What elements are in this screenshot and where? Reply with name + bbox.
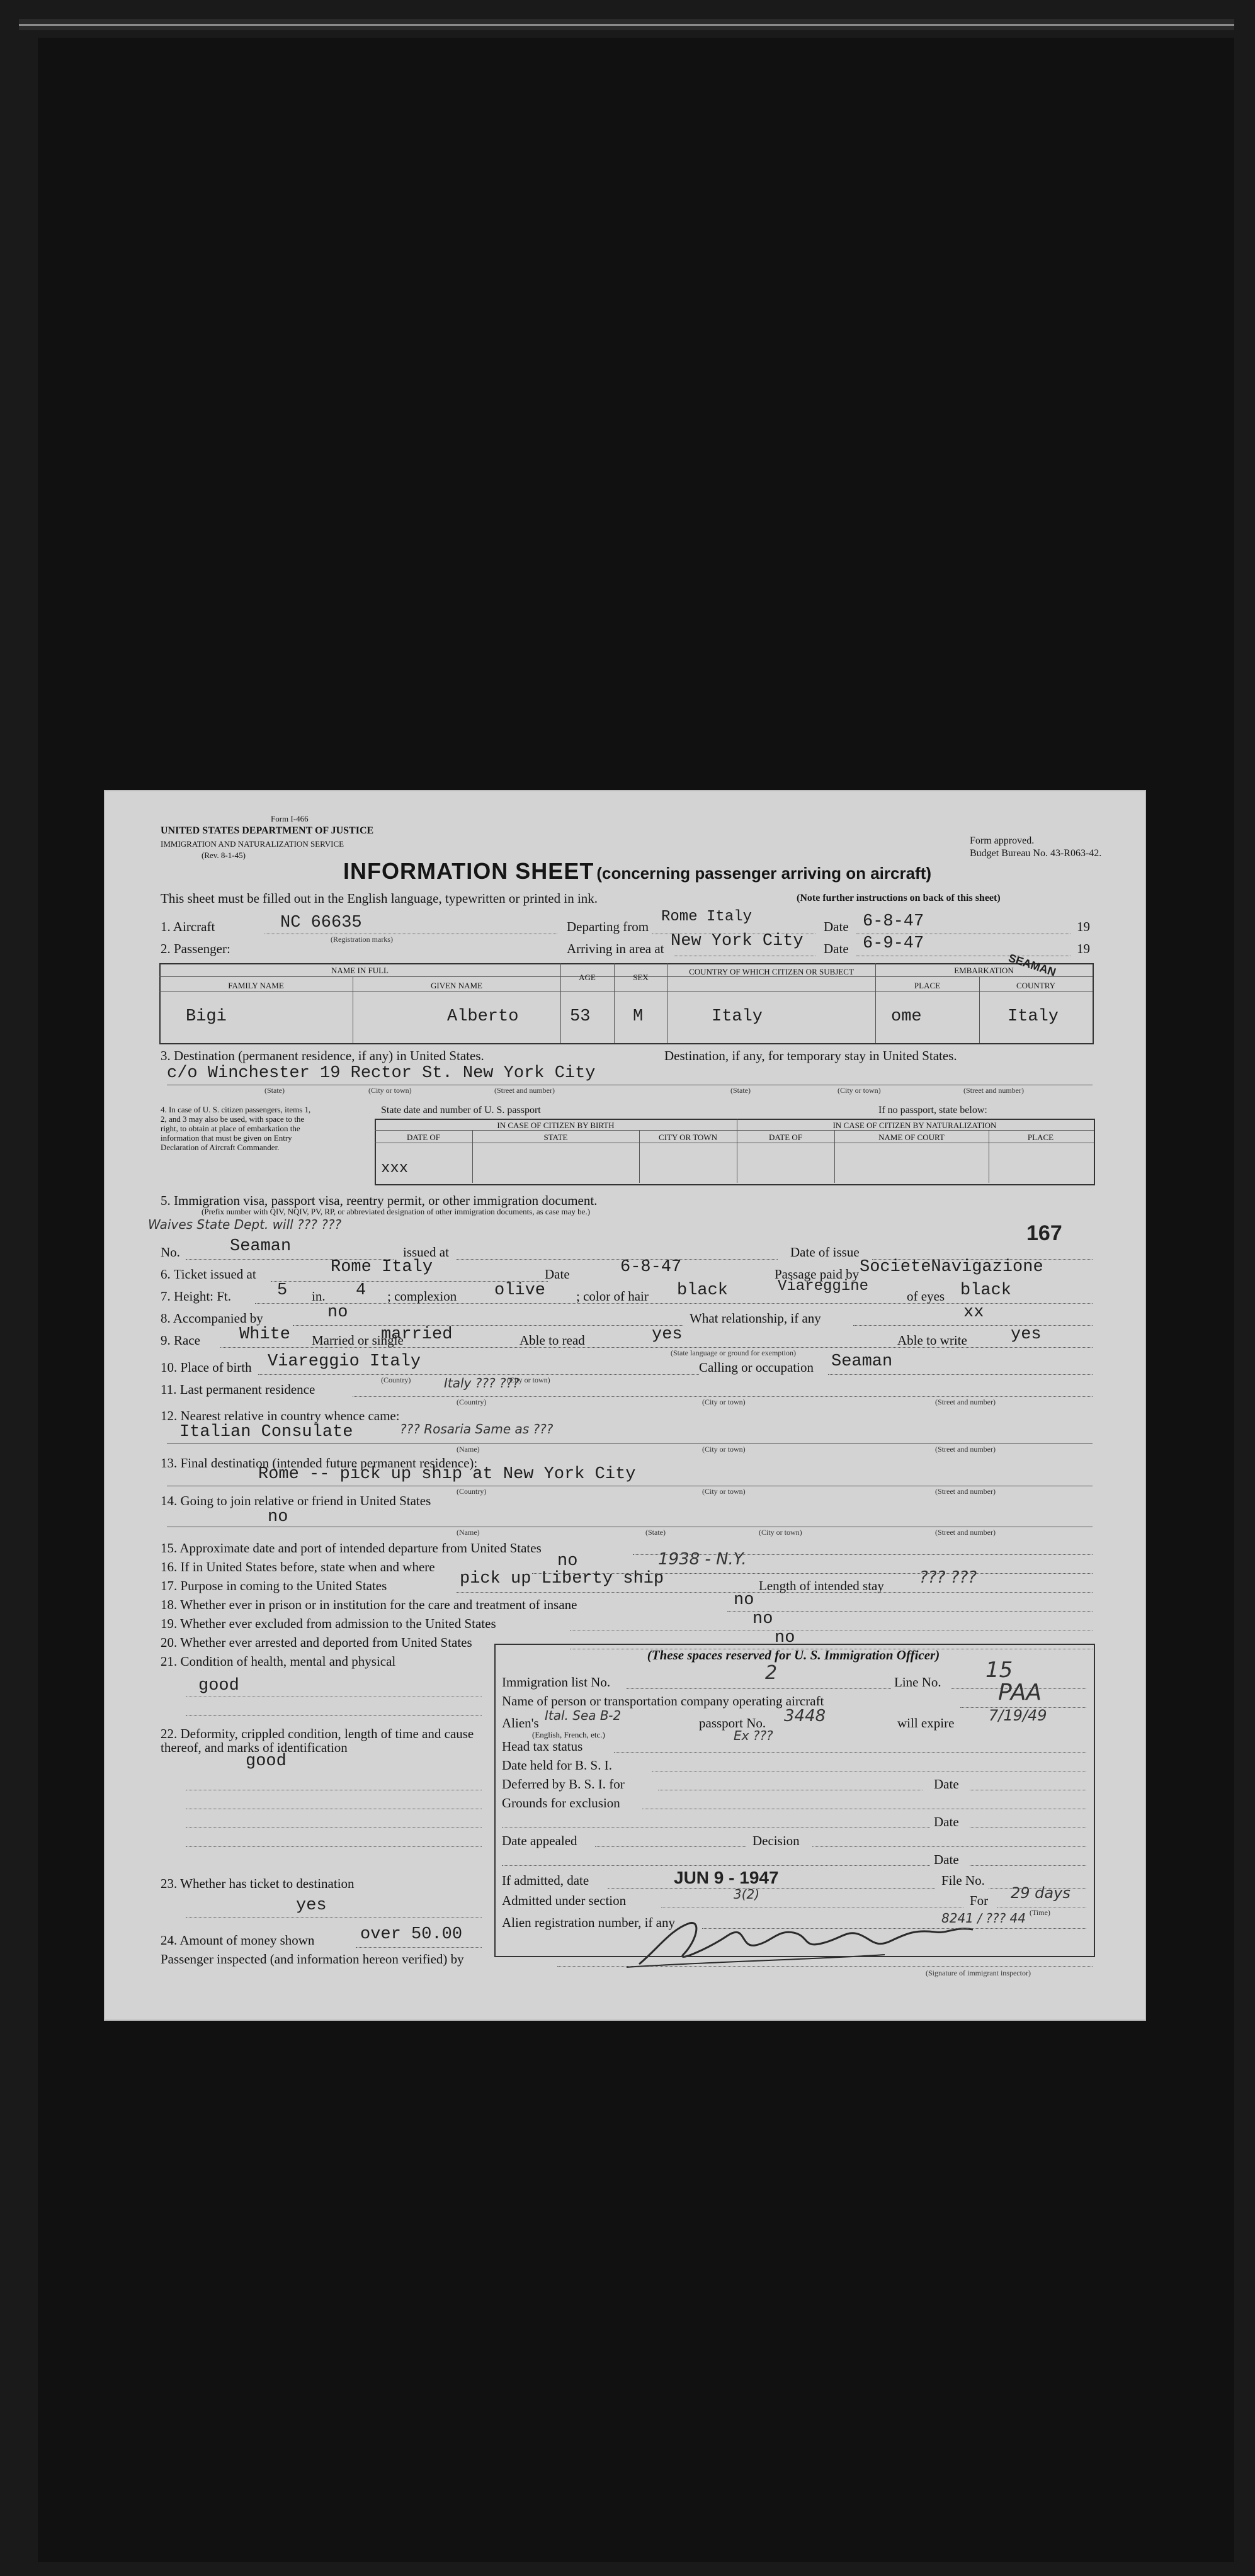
accompanied-value: no: [327, 1303, 348, 1322]
head-tax-label: Head tax status: [502, 1739, 583, 1754]
caption-city-11: (City or town): [702, 1398, 746, 1406]
temp-destination-label: Destination, if any, for temporary stay in United States.: [664, 1048, 957, 1063]
aircraft-value: NC 66635: [280, 913, 362, 932]
approval-line-2: Budget Bureau No. 43-R063-42.: [970, 848, 1102, 859]
ticket-date-value: 6-8-47: [620, 1258, 682, 1277]
grounds-label: Grounds for exclusion: [502, 1795, 620, 1811]
alien-caption: (English, French, etc.): [532, 1730, 605, 1739]
caption-street-11: (Street and number): [935, 1398, 996, 1406]
caption-name-12: (Name): [457, 1445, 480, 1454]
grounds-date-label: Date: [934, 1814, 959, 1829]
prison-value: no: [734, 1591, 754, 1610]
final-destination-value: Rome -- pick up ship at New York City: [258, 1465, 636, 1484]
ticket-label: 6. Ticket issued at: [161, 1267, 256, 1282]
year-suffix-1: 19: [1077, 919, 1090, 934]
inspected-label: Passenger inspected (and information hereon verified) by: [161, 1952, 464, 1967]
read-value: yes: [652, 1325, 683, 1344]
registration-label: Alien registration number, if any: [502, 1915, 675, 1930]
birthplace-country-caption: (Country): [381, 1376, 411, 1384]
for-handwritten: 29 days: [1011, 1884, 1070, 1902]
previous-visit-value: no: [557, 1552, 578, 1571]
aircraft-label: 1. Aircraft: [161, 919, 215, 934]
company-handwritten: PAA: [998, 1680, 1042, 1705]
given-name-header: GIVEN NAME: [431, 981, 482, 990]
sex-value: M: [633, 1007, 644, 1026]
visa-handwritten: Waives State Dept. will ??? ???: [148, 1217, 342, 1232]
relative-label: 12. Nearest relative in country whence came:: [161, 1408, 400, 1423]
visa-caption: (Prefix number with QIV, NQIV, PV, RP, or abbreviated designation of other immigration documents, as case may be.): [202, 1207, 591, 1216]
deported-label: 20. Whether ever arrested and deported from United States: [161, 1635, 472, 1650]
visa-no-value: Seaman: [230, 1237, 292, 1256]
registration-caption: (Registration marks): [331, 935, 393, 944]
caption-street: (Street and number): [494, 1086, 555, 1095]
passport-no-label: passport No.: [699, 1715, 766, 1731]
visa-no-label: No.: [161, 1245, 180, 1260]
final-destination-label: 13. Final destination (intended future permanent residence):: [161, 1455, 478, 1471]
caption-street-2: (Street and number): [963, 1086, 1024, 1095]
form-revision: (Rev. 8-1-45): [202, 850, 246, 860]
agency-line-2: IMMIGRATION AND NATURALIZATION SERVICE: [161, 839, 344, 849]
read-label: Able to read: [520, 1333, 585, 1348]
citizen-value: xxx: [381, 1160, 409, 1177]
occupation-label: Calling or occupation: [699, 1360, 814, 1375]
nat-place-header: PLACE: [1027, 1133, 1054, 1142]
birthplace-label: 10. Place of birth: [161, 1360, 252, 1375]
ticket-value: Rome Italy: [331, 1258, 433, 1277]
page-title: [343, 858, 931, 884]
purpose-label: 17. Purpose in coming to the United States: [161, 1578, 387, 1593]
join-relative-label: 14. Going to join relative or friend in United States: [161, 1493, 431, 1508]
citizenship-value: Italy: [712, 1007, 763, 1026]
caption-street-13: (Street and number): [935, 1487, 996, 1496]
embark-country-header: COUNTRY: [1016, 981, 1056, 990]
country-header: COUNTRY OF WHICH CITIZEN OR SUBJECT: [689, 967, 854, 976]
film-edge: [19, 19, 1234, 30]
deported-value: no: [775, 1629, 795, 1647]
birthplace-city-caption: (City or town): [507, 1376, 550, 1384]
excluded-value: no: [752, 1610, 773, 1629]
title-text: INFORMATION SHEET: [343, 858, 594, 884]
time-caption: (Time): [1030, 1908, 1050, 1917]
age-header: AGE: [579, 973, 596, 982]
passage-paid-label: Passage paid by: [775, 1267, 860, 1282]
signature-caption: (Signature of immigrant inspector): [926, 1969, 1031, 1977]
ticket-date-label: Date: [545, 1267, 570, 1282]
appealed-label: Date appealed: [502, 1833, 577, 1848]
expire-label: will expire: [897, 1715, 955, 1731]
caption-street-12: (Street and number): [935, 1445, 996, 1454]
hair-label: ; color of hair: [576, 1289, 649, 1304]
height-label: 7. Height: Ft.: [161, 1289, 232, 1304]
family-name-value: Bigi: [186, 1007, 227, 1026]
join-relative-value: no: [268, 1508, 288, 1527]
passport-label: State date and number of U. S. passport: [381, 1105, 541, 1116]
date-departing-value: 6-8-47: [863, 912, 924, 931]
money-label: 24. Amount of money shown: [161, 1933, 315, 1948]
citizen-label: 4. In case of U. S. citizen passengers, items 1, 2, and 3 may also be used, with space to the right, to obtain at place of embarkation the information that must be given on Entry Declaration of Aircraft Commander.: [161, 1105, 311, 1152]
issued-at-label: issued at: [403, 1245, 449, 1260]
officer-heading: (These spaces reserved for U. S. Immigration Officer): [647, 1647, 940, 1663]
bsi-deferred-label: Deferred by B. S. I. for: [502, 1777, 625, 1792]
company-label: Name of person or transportation company operating aircraft: [502, 1693, 824, 1709]
seaman-stamp: SEAMAN: [1006, 951, 1058, 979]
relative-value: Italian Consulate: [179, 1423, 353, 1442]
caption-country-13: (Country): [457, 1487, 487, 1496]
age-value: 53: [570, 1007, 591, 1026]
deformity-label: 22. Deformity, crippled condition, length of time and cause thereof, and marks of identification: [161, 1726, 474, 1755]
caption-city-12: (City or town): [702, 1445, 746, 1454]
embark-place-header: PLACE: [914, 981, 941, 990]
previous-visit-handwritten: 1938 - N.Y.: [658, 1550, 747, 1569]
bsi-held-label: Date held for B. S. I.: [502, 1758, 612, 1773]
accompanied-label: 8. Accompanied by: [161, 1311, 263, 1326]
stamp-number: 167: [1026, 1221, 1062, 1245]
line-no-label: Line No.: [894, 1675, 941, 1690]
departure-label: 15. Approximate date and port of intended departure from United States: [161, 1540, 542, 1556]
eyes-label: of eyes: [907, 1289, 945, 1304]
embarkation-header: EMBARKATION: [954, 966, 1014, 975]
birth-state-header: STATE: [543, 1133, 568, 1142]
write-value: yes: [1011, 1325, 1042, 1344]
instruction-note: (Note further instructions on back of this sheet): [797, 893, 1001, 903]
information-sheet-form: [104, 790, 1146, 2021]
occupation-value: Seaman: [831, 1352, 893, 1371]
family-name-header: FAMILY NAME: [228, 981, 284, 990]
section-label: Admitted under section: [502, 1893, 627, 1908]
height-in-value: 4: [356, 1281, 366, 1300]
admitted-date-stamp: JUN 9 - 1947: [674, 1868, 779, 1887]
prison-label: 18. Whether ever in prison or in institution for the care and treatment of insane: [161, 1597, 577, 1612]
health-value: good: [198, 1676, 239, 1695]
embark-place-value: ome: [891, 1007, 922, 1026]
admitted-date-label: If admitted, date: [502, 1873, 589, 1888]
passage-paid-value: SocieteNavigazione: [860, 1258, 1043, 1277]
height-in-label: in.: [312, 1289, 326, 1304]
file-no-label: File No.: [941, 1873, 985, 1888]
alien-handwritten: Ital. Sea B-2: [545, 1708, 622, 1723]
caption-city: (City or town): [368, 1086, 412, 1095]
date-of-issue-label: Date of issue: [790, 1245, 860, 1260]
stay-handwritten: ??? ???: [919, 1568, 977, 1587]
write-label: Able to write: [897, 1333, 967, 1348]
caption-street-14: (Street and number): [935, 1528, 996, 1537]
caption-city-14: (City or town): [759, 1528, 802, 1537]
birthplace-value: Viareggio Italy: [268, 1352, 421, 1371]
nat-court-header: NAME OF COURT: [878, 1133, 945, 1142]
hair-value: black: [677, 1281, 729, 1300]
money-value: over 50.00: [360, 1925, 463, 1944]
deferred-date-label: Date: [934, 1777, 959, 1792]
decision-date-label: Date: [934, 1852, 959, 1867]
line-no-value: 15: [985, 1658, 1013, 1683]
departing-label: Departing from: [567, 919, 649, 934]
eyes-value: black: [960, 1281, 1012, 1300]
height-ft-value: 5: [277, 1281, 288, 1300]
complexion-value: olive: [494, 1281, 546, 1300]
relationship-value: xx: [963, 1303, 984, 1322]
ticket-destination-value: yes: [296, 1896, 327, 1915]
embark-country-value: Italy: [1008, 1007, 1059, 1026]
married-label: Married or single: [312, 1333, 404, 1348]
registration-handwritten: 8241 / ??? 44: [941, 1911, 1026, 1926]
relative-handwritten: ??? Rosaria Same as ???: [400, 1421, 554, 1437]
caption-country-11: (Country): [457, 1398, 487, 1406]
purpose-value: pick up Liberty ship: [460, 1569, 664, 1588]
sex-header: SEX: [633, 973, 649, 982]
caption-state-14: (State): [645, 1528, 666, 1537]
caption-state-2: (State): [730, 1086, 751, 1095]
arriving-value: New York City: [671, 932, 804, 951]
ticket-destination-label: 23. Whether has ticket to destination: [161, 1876, 355, 1891]
previous-visit-label: 16. If in United States before, state when and where: [161, 1559, 435, 1574]
agency-line-1: UNITED STATES DEPARTMENT OF JUSTICE: [161, 825, 374, 836]
caption-city-2: (City or town): [838, 1086, 881, 1095]
caption-state: (State): [264, 1086, 285, 1095]
last-residence-label: 11. Last permanent residence: [161, 1382, 315, 1397]
approval-line-1: Form approved.: [970, 835, 1035, 846]
married-value: married: [381, 1325, 453, 1344]
destination-value: c/o Winchester 19 Rector St. New York City: [167, 1064, 596, 1083]
birth-city-header: CITY OR TOWN: [659, 1133, 717, 1142]
health-label: 21. Condition of health, mental and physical: [161, 1654, 396, 1669]
no-passport-label: If no passport, state below:: [878, 1105, 987, 1116]
alien-label: Alien's: [502, 1715, 539, 1731]
complexion-label: ; complexion: [387, 1289, 457, 1304]
passage-paid-place: Viareggine: [778, 1278, 869, 1295]
passport-no-handwritten: 3448: [784, 1707, 826, 1726]
last-residence-handwritten: Italy ??? ???: [444, 1376, 520, 1391]
relationship-label: What relationship, if any: [690, 1311, 821, 1326]
arriving-label: Arriving in area at: [567, 941, 664, 956]
by-birth-header: IN CASE OF CITIZEN BY BIRTH: [497, 1121, 615, 1130]
race-label: 9. Race: [161, 1333, 200, 1348]
deformity-value: good: [246, 1752, 287, 1771]
passenger-label: 2. Passenger:: [161, 941, 230, 956]
name-header: NAME IN FULL: [331, 966, 389, 975]
destination-label: 3. Destination (permanent residence, if any) in United States.: [161, 1048, 484, 1063]
caption-city-13: (City or town): [702, 1487, 746, 1496]
for-label: For: [970, 1893, 989, 1908]
title-subtitle: (concerning passenger arriving on aircraft): [596, 864, 932, 883]
date-arriving-value: 6-9-47: [863, 934, 924, 953]
birth-date-header: DATE OF: [406, 1133, 441, 1142]
immigration-list-value: 2: [765, 1662, 778, 1684]
visa-label: 5. Immigration visa, passport visa, reentry permit, or other immigration document.: [161, 1193, 598, 1208]
year-suffix-2: 19: [1077, 941, 1090, 956]
section-handwritten: 3(2): [734, 1887, 760, 1902]
head-tax-handwritten: Ex ???: [734, 1728, 773, 1743]
stay-label: Length of intended stay: [759, 1578, 884, 1593]
excluded-label: 19. Whether ever excluded from admission to the United States: [161, 1616, 496, 1631]
expire-handwritten: 7/19/49: [989, 1707, 1047, 1724]
immigration-list-label: Immigration list No.: [502, 1675, 611, 1690]
instruction-text: This sheet must be filled out in the English language, typewritten or printed in ink.: [161, 891, 598, 906]
exempt-caption: (State language or ground for exemption): [671, 1348, 796, 1357]
given-name-value: Alberto: [447, 1007, 519, 1026]
departing-value: Rome Italy: [661, 908, 752, 925]
decision-label: Decision: [752, 1833, 800, 1848]
date-arriving-label: Date: [824, 941, 849, 956]
nat-date-header: DATE OF: [768, 1133, 803, 1142]
form-number: Form I-466: [271, 814, 309, 823]
caption-name-14: (Name): [457, 1528, 480, 1537]
by-naturalization-header: IN CASE OF CITIZEN BY NATURALIZATION: [832, 1121, 997, 1130]
date-departing-label: Date: [824, 919, 849, 934]
race-value: White: [239, 1325, 291, 1344]
